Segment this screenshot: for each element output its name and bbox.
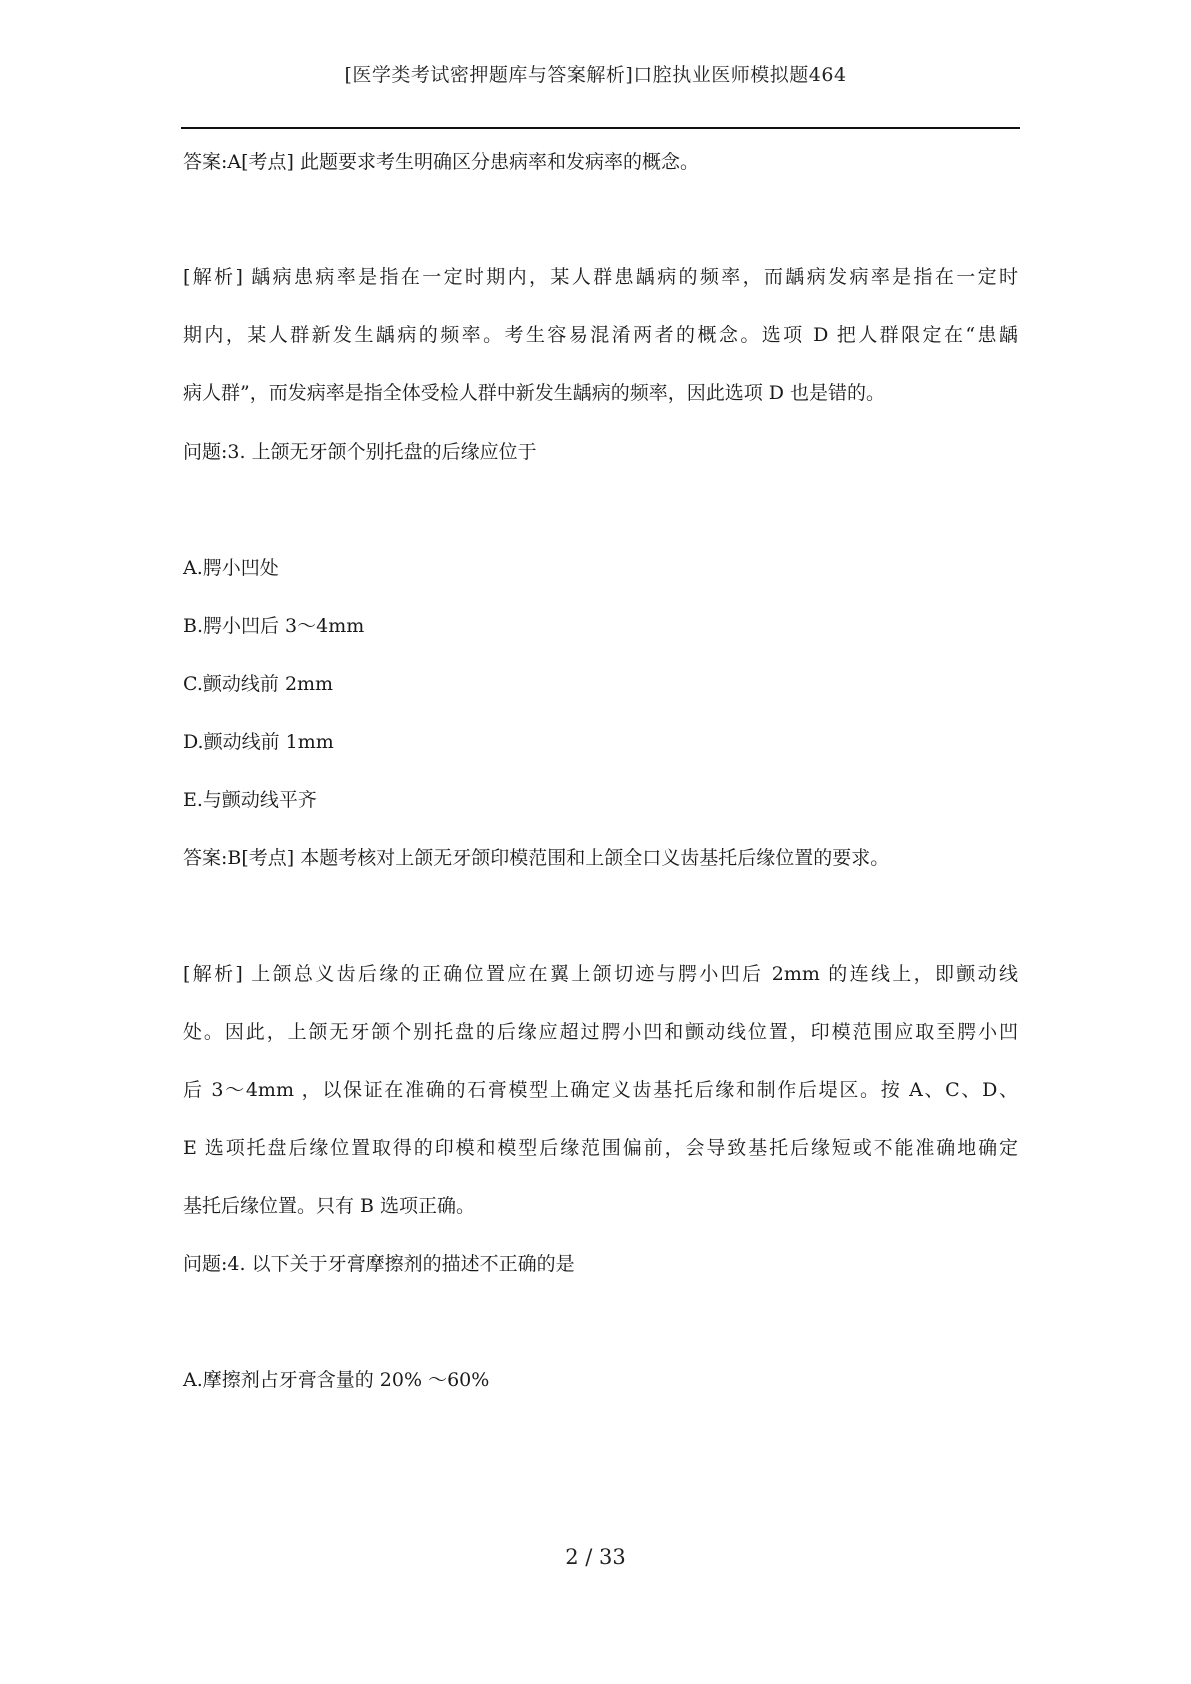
option-3d: D.颤动线前 1mm xyxy=(183,731,334,753)
analysis-q3-line-1: [解析] 上颌总义齿后缘的正确位置应在翼上颌切迹与腭小凹后 2mm 的连线上，即颤动线 xyxy=(183,963,1018,985)
option-4a: A.摩擦剂占牙膏含量的 20% ～60% xyxy=(183,1369,490,1391)
answer-q2: 答案:A[考点] 此题要求考生明确区分患病率和发病率的概念。 xyxy=(183,151,699,173)
analysis-q3-line-2: 处。因此，上颌无牙颌个别托盘的后缘应超过腭小凹和颤动线位置，印模范围应取至腭小凹 xyxy=(183,1021,1018,1043)
option-3a: A.腭小凹处 xyxy=(183,557,279,579)
analysis-q2-line-2: 期内，某人群新发生龋病的频率。考生容易混淆两者的概念。选项 D 把人群限定在“患龋 xyxy=(183,324,1018,346)
option-3b: B.腭小凹后 3～4mm xyxy=(183,615,365,637)
analysis-q3-line-4: E 选项托盘后缘位置取得的印模和模型后缘范围偏前，会导致基托后缘短或不能准确地确定 xyxy=(183,1137,1018,1159)
answer-q3: 答案:B[考点] 本题考核对上颌无牙颌印模范围和上颌全口义齿基托后缘位置的要求。 xyxy=(183,847,890,869)
header-divider xyxy=(181,127,1020,129)
option-3c: C.颤动线前 2mm xyxy=(183,673,334,695)
question-3: 问题:3. 上颌无牙颌个别托盘的后缘应位于 xyxy=(183,441,537,463)
analysis-q3-line-3: 后 3～4mm ，以保证在准确的石膏模型上确定义齿基托后缘和制作后堤区。按 A、C、D、 xyxy=(183,1079,1018,1101)
question-4: 问题:4. 以下关于牙膏摩擦剂的描述不正确的是 xyxy=(183,1253,575,1275)
document-header-title: [医学类考试密押题库与答案解析]口腔执业医师模拟题464 xyxy=(344,64,847,86)
page-number: 2 / 33 xyxy=(565,1545,626,1569)
option-3e: E.与颤动线平齐 xyxy=(183,789,317,811)
analysis-q2-line-1: [解析] 龋病患病率是指在一定时期内，某人群患龋病的频率，而龋病发病率是指在一定时 xyxy=(183,266,1018,288)
analysis-q2-line-3: 病人群”，而发病率是指全体受检人群中新发生龋病的频率，因此选项 D 也是错的。 xyxy=(183,382,886,404)
analysis-q3-line-5: 基托后缘位置。只有 B 选项正确。 xyxy=(183,1195,476,1217)
